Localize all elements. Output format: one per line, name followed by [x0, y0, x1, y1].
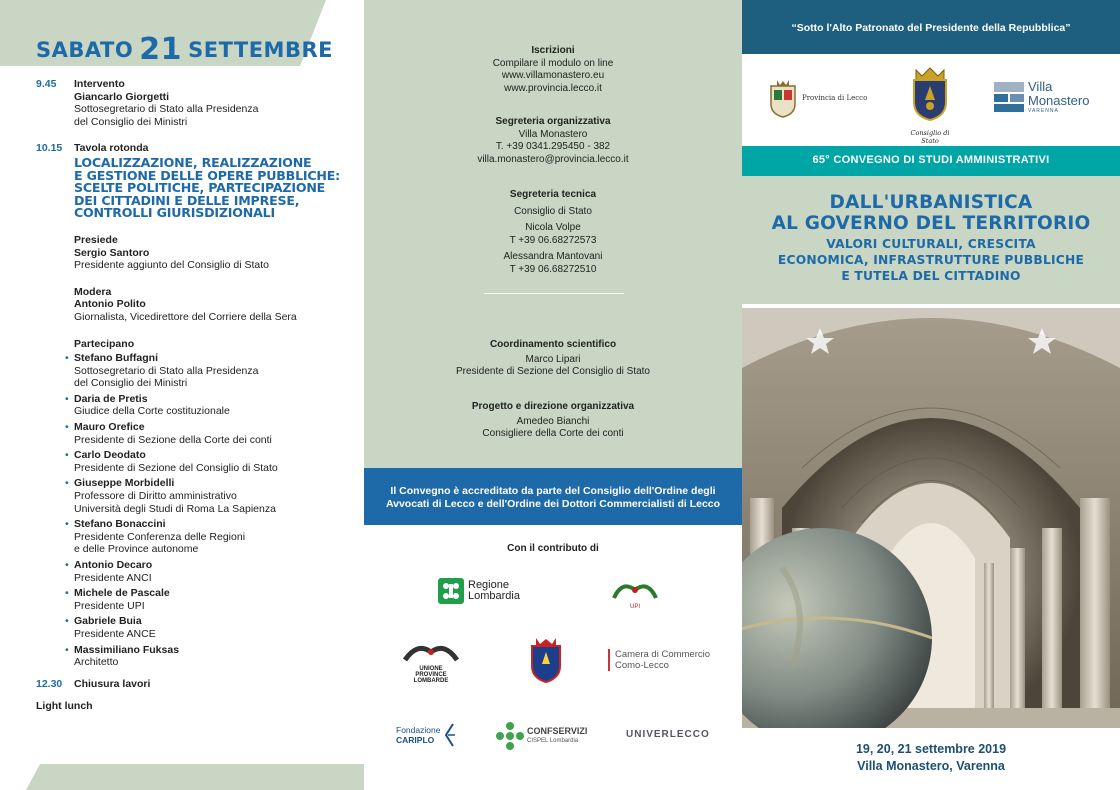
participant-item: [74, 421, 356, 446]
logo-unione-province-lombarde: UNIONE PROVINCE LOMBARDE: [398, 642, 464, 684]
coordinamento-block: Coordinamento scientifico Marco Lipari Presidente di Sezione del Consiglio di Stato: [455, 339, 650, 378]
participant-role: Presidente UPI: [74, 599, 145, 612]
patronato-banner: “Sotto l'Alto Patronato del Presidente della Repubblica”: [742, 0, 1120, 54]
participant-role: Professore di Diritto amministrativo: [74, 490, 237, 503]
light-lunch: Light lunch: [36, 700, 93, 713]
participant-role: Presidente Conferenza delle Regioni: [74, 530, 246, 543]
participant-item: [74, 615, 356, 640]
colonnade-photo: [742, 308, 1120, 728]
title-block: [742, 176, 1120, 304]
divider: [484, 293, 624, 294]
logo-regione-lombardia: Regione Lombardia: [438, 578, 520, 604]
participant-item: [74, 352, 356, 390]
participant-role: Architetto: [74, 656, 119, 669]
villa-monastero-icon: [992, 80, 1026, 114]
participant-name: • Carlo Deodato: [74, 449, 146, 462]
participant-role: Presidente di Sezione della Corte dei conti: [74, 433, 272, 446]
participant-item: [74, 449, 356, 474]
participant-name: • Giuseppe Morbidelli: [74, 477, 175, 490]
participant-item: [74, 587, 356, 612]
cariplo-icon: [443, 722, 457, 748]
logo-confservizi: CONFSERVIZI CISPEL Lombardia: [496, 722, 587, 750]
logo-comunita-montana: [528, 636, 564, 686]
confservizi-icon: [496, 722, 524, 750]
participant-role: Sottosegretario di Stato alla Presidenza: [74, 364, 259, 377]
participant-name: • Daria de Pretis: [74, 392, 148, 405]
participant-role: Presidente ANCE: [74, 627, 156, 640]
subtitle-line1: VALORI CULTURALI, CRESCITA: [826, 237, 1036, 251]
program-item: 12.30 Chiusura lavori: [36, 677, 151, 690]
main-title-line2: AL GOVERNO DEL TERRITORIO: [771, 213, 1091, 234]
regione-lombardia-icon: [438, 578, 464, 604]
event-dates: 19, 20, 21 settembre 2019 Villa Monastero, Varenna: [855, 742, 1007, 773]
program-item: 9.45 Intervento Giancarlo Giorgetti Sottosegretario di Stato alla Presidenza del Consiglio dei Ministri: [36, 78, 259, 128]
info-panel: [364, 0, 742, 790]
footer-band: [0, 764, 364, 790]
participant-item: [74, 393, 356, 418]
partecipano-block: Partecipano • Stefano Buffagni Sottosegretario di Stato alla Presidenza del Consiglio dei Ministri • Daria de Pretis Giudice della Corte costituzionale • Mauro Orefice Presidente di Sezione della Corte dei conti • Carlo Deodato Presidente di Sezione del Consiglio di Stato • Giuseppe Morbidelli Professore di Diritto amministrativo Università degli Studi di Roma La Sapienza • Stefano Bonaccini Presidente Conferenza delle Regioni e delle Province autonome • Antonio Decaro Presidente ANCI • Michele de Pascale Presidente UPI • Gabriele Buia Presidente ANCE • Massimiliano Fuksas Architetto: [74, 338, 356, 669]
participant-role: Presidente ANCI: [74, 571, 152, 584]
subtitle-line2: ECONOMICA, INFRASTRUTTURE PUBBLICHE: [777, 253, 1085, 267]
program-list: [36, 78, 356, 713]
participant-role: e delle Province autonome: [74, 543, 199, 556]
progetto-block: Progetto e direzione organizzativa Amedeo Bianchi Consigliere della Corte dei conti: [471, 401, 635, 440]
participant-role: Presidente di Sezione del Consiglio di Stato: [74, 461, 278, 474]
day-title: SABATO 21 SETTEMBRE: [36, 32, 333, 67]
participant-item: [74, 559, 356, 584]
participant-name: • Massimiliano Fuksas: [74, 643, 180, 656]
iscrizioni-block: Iscrizioni Compilare il modulo on line www.villamonastero.eu www.provincia.lecco.it: [492, 45, 614, 94]
logo-consiglio-stato: Consiglio di Stato: [902, 64, 958, 145]
logo-fondazione-cariplo: Fondazione CARIPLO: [396, 722, 457, 748]
upi-emblem-icon: [612, 578, 658, 602]
accreditation-banner: Il Convegno è accreditato da parte del Consiglio dell'Ordine degli Avvocati di Lecco e dell'Ordine dei Dottori Commercialisti di Lecco: [364, 468, 742, 525]
logo-univerlecco: UNIVERLECCO: [626, 729, 710, 740]
participant-item: [74, 518, 356, 556]
logo-upi: UPI: [610, 578, 660, 610]
cover-panel: [742, 0, 1120, 790]
program-panel: [0, 0, 364, 790]
participants-list: [74, 352, 356, 669]
participant-name: • Stefano Bonaccini: [74, 518, 166, 531]
logo-provincia-lecco: Provincia di Lecco: [768, 78, 867, 118]
unione-emblem-icon: [403, 642, 459, 664]
crest-icon: [528, 636, 564, 684]
session-title: LOCALIZZAZIONE, REALIZZAZIONE E GESTIONE DELLE OPERE PUBBLICHE: SCELTE POLITICHE, PARTECIPAZIONE DEI CITTADINI E DELLE IMPRESE, CONTROLLI GIURISDIZIONALI: [74, 154, 341, 221]
subtitle-line3: E TUTELA DEL CITTADINO: [841, 269, 1021, 283]
participant-name: • Antonio Decaro: [74, 559, 153, 571]
participant-role: Università degli Studi di Roma La Sapienza: [74, 502, 276, 515]
logo-villa-monastero: Villa Monastero VARENNA: [992, 80, 1089, 114]
segreteria-tecnica: Segreteria tecnica Consiglio di Stato Nicola Volpe T +39 06.68272573 Alessandra Mantovani T +39 06.68272510: [503, 189, 603, 275]
modera-block: Modera Antonio Polito Giornalista, Vicedirettore del Corriere della Sera: [74, 285, 297, 323]
provincia-crest-icon: [768, 78, 798, 118]
participant-item: [74, 477, 356, 515]
participant-name: • Stefano Buffagni: [74, 352, 158, 365]
presiede-block: Presiede Sergio Santoro Presidente aggiunto del Consiglio di Stato: [74, 233, 269, 272]
participant-name: • Gabriele Buia: [74, 615, 142, 628]
contributors-title: Con il contributo di: [507, 543, 599, 554]
participant-role: Giudice della Corte costituzionale: [74, 405, 230, 418]
main-title-line1: DALL'URBANISTICA: [829, 192, 1033, 213]
convegno-banner: 65° CONVEGNO DI STUDI AMMINISTRATIVI: [742, 146, 1120, 176]
consiglio-emblem-icon: [908, 64, 952, 122]
participant-item: [74, 644, 356, 669]
logo-camera-commercio: Camera di Commercio Como-Lecco: [608, 649, 710, 671]
program-item: 10.15 Tavola rotonda LOCALIZZAZIONE, REALIZZAZIONE E GESTIONE DELLE OPERE PUBBLICHE: SCELTE POLITICHE, PARTECIPAZIONE DEI CITTADINI E DELLE IMPRESE, CONTROLLI GIURISDIZIONALI: [36, 142, 356, 220]
participant-name: • Michele de Pascale: [74, 587, 170, 600]
participant-role: del Consiglio dei Ministri: [74, 377, 188, 390]
participant-name: • Mauro Orefice: [74, 421, 145, 434]
segreteria-organizzativa: Segreteria organizzativa Villa Monastero T. +39 0341.295450 - 382 villa.monastero@provincia.lecco.it: [477, 116, 629, 165]
